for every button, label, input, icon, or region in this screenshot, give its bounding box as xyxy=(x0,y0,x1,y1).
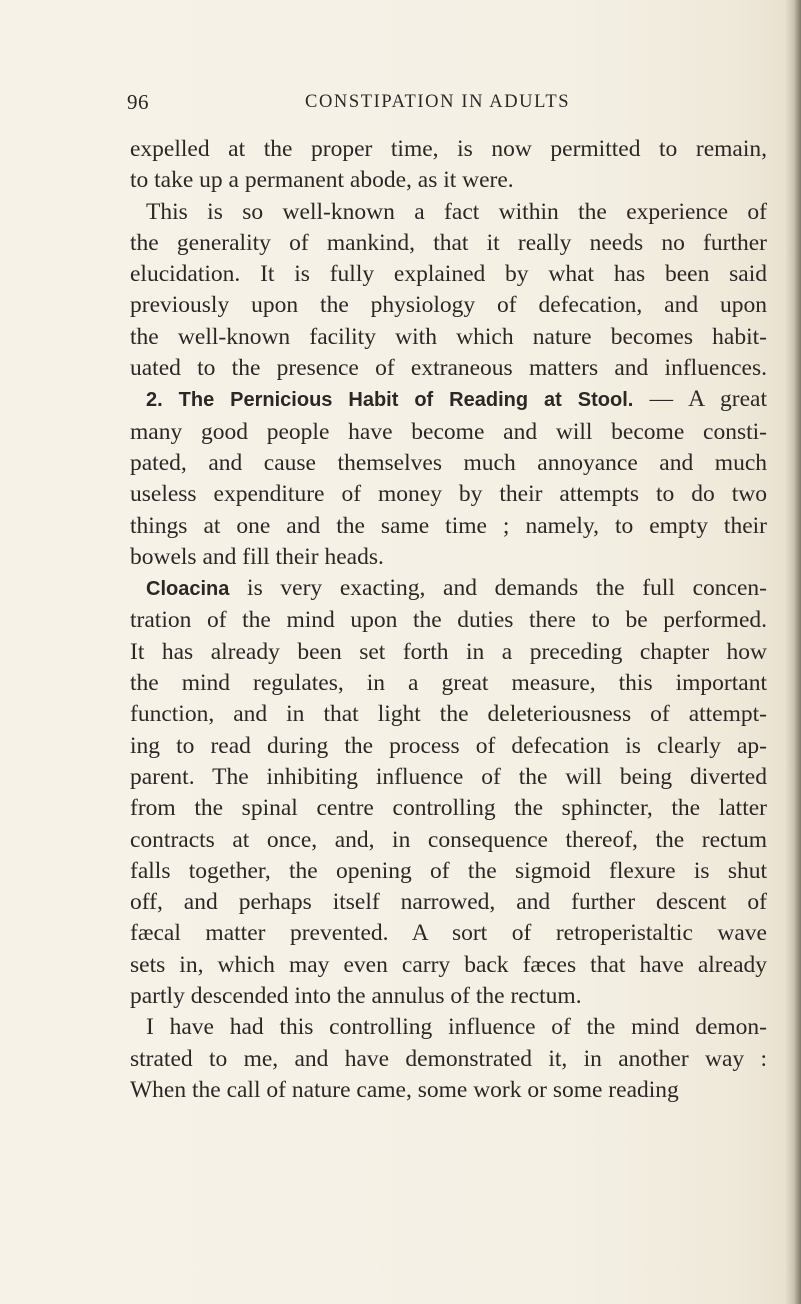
text-line: the generality of mankind, that it really needs no further xyxy=(130,229,767,256)
running-head: CONSTIPATION IN ADULTS xyxy=(305,92,571,112)
text-line: fæcal matter prevented. A sort of retroperistaltic wave xyxy=(130,920,767,947)
bold-heading: Cloacina xyxy=(146,578,230,601)
text-line xyxy=(130,384,767,416)
text-line: function, and in that light the deleteriousness of attempt- xyxy=(130,701,767,728)
text-line: off, and perhaps itself narrowed, and further descent of xyxy=(130,889,767,916)
text-line xyxy=(130,573,767,605)
text-line: ing to read during the process of defecation is clearly ap- xyxy=(130,732,767,759)
text-line: When the call of nature came, some work or some reading xyxy=(130,1076,679,1103)
text-line: elucidation. It is fully explained by what has been said xyxy=(130,261,767,288)
text-line: previously upon the physiology of defecation, and upon xyxy=(130,292,767,319)
page-header xyxy=(127,90,747,130)
text-line: bowels and fill their heads. xyxy=(130,543,384,570)
text-line: tration of the mind upon the duties there to be performed. xyxy=(130,607,767,634)
text-line: uated to the presence of extraneous matters and influences. xyxy=(130,355,767,382)
text-line: from the spinal centre controlling the sphincter, the latter xyxy=(130,795,767,822)
text-line: the well-known facility with which nature becomes habit- xyxy=(130,323,767,350)
page-edge-shadow xyxy=(785,0,801,1304)
text-line: parent. The inhibiting influence of the will being diverted xyxy=(130,763,767,790)
text-line: partly descended into the annulus of the rectum. xyxy=(130,983,582,1010)
text-line: strated to me, and have demonstrated it, in another way : xyxy=(130,1045,767,1072)
text-line: falls together, the opening of the sigmoid flexure is shut xyxy=(130,857,767,884)
line-text: — A great xyxy=(633,386,768,413)
text-line: useless expenditure of money by their attempts to do two xyxy=(130,481,767,508)
text-line: pated, and cause themselves much annoyance and much xyxy=(130,449,767,476)
text-line: It has already been set forth in a preceding chapter how xyxy=(130,638,767,665)
text-line: many good people have become and will become consti- xyxy=(130,418,767,445)
body-text xyxy=(130,134,767,1106)
bold-heading: 2. The Pernicious Habit of Reading at Stool. xyxy=(146,389,634,412)
text-line: to take up a permanent abode, as it were. xyxy=(130,167,514,194)
page-number: 96 xyxy=(127,90,149,114)
text-line: sets in, which may even carry back fæces that have already xyxy=(130,951,767,978)
text-line: contracts at once, and, in consequence thereof, the rectum xyxy=(130,826,767,853)
text-line: things at one and the same time ; namely, to empty their xyxy=(130,512,767,539)
text-line: I have had this controlling influence of the mind demon- xyxy=(146,1014,767,1041)
text-line: This is so well-known a fact within the experience of xyxy=(146,198,767,225)
text-line: the mind regulates, in a great measure, this important xyxy=(130,670,767,697)
text-line: expelled at the proper time, is now permitted to remain, xyxy=(130,136,767,162)
line-text: is very exacting, and demands the full concen- xyxy=(229,575,767,602)
